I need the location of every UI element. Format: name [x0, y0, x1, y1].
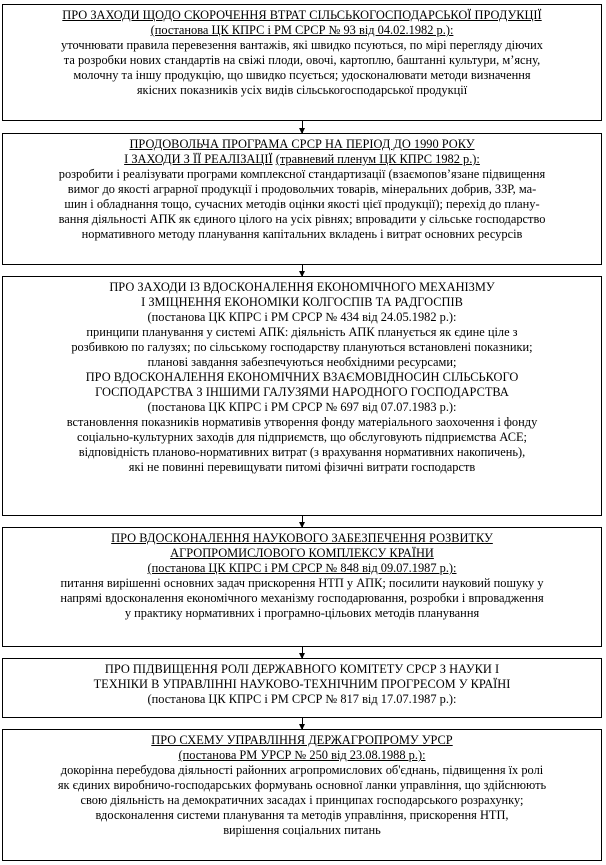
block-2	[2, 133, 602, 265]
block-6-text-line: вирішення соціальних питань	[223, 823, 381, 837]
block-3-subtitle: ГОСПОДАРСТВА З ІНШИМИ ГАЛУЗЯМИ НАРОДНОГО ГОСПОДАРСТВА	[95, 385, 509, 399]
block-3-text-line-2: встановлення показників нормативів утворення фонду матеріального заохочення і фонду	[66, 415, 538, 429]
block-6	[2, 729, 602, 861]
block-6-text-line: докорінна перебудова діяльності районних агропромислових об'єднань, підвищення їх ролі	[60, 763, 544, 777]
block-1-text-line: якісних показників усіх видів сільськогосподарської продукції	[136, 83, 468, 97]
block-4-text-line: у практику нормативних і програмно-цільових методів планування	[124, 606, 480, 620]
block-1-document: (постанова ЦК КПРС і РМ СРСР № 93 від 04.02.1982 р.):	[150, 23, 454, 37]
block-3-title: ПРО ЗАХОДИ ІЗ ВДОСКОНАЛЕННЯ ЕКОНОМІЧНОГО МЕХАНІЗМУ	[109, 280, 495, 294]
arrow-3-4	[302, 516, 303, 527]
block-2-text-line: розробити і реалізувати програми комплексної стандартизації (взаємопов’язане підвищення	[58, 167, 546, 181]
block-6-text-line: свою діяльність на демократичних засадах і принципах господарського розрахунку;	[80, 793, 524, 807]
block-2-text-line: шин і обладнання тощо, сучасних методів оцінки якості цієї продукції); перехід до плану-	[64, 197, 540, 211]
block-1-title: ПРО ЗАХОДИ ЩОДО СКОРОЧЕННЯ ВТРАТ СІЛЬСЬКОГОСПОДАРСЬКОЇ ПРОДУКЦІЇ	[62, 8, 542, 22]
arrow-4-5	[302, 647, 303, 658]
arrow-2-3	[302, 265, 303, 276]
block-5-title: ТЕХНІКИ В УПРАВЛІННІ НАУКОВО-ТЕХНІЧНИМ ПРОГРЕСОМ У КРАЇНІ	[93, 677, 511, 691]
block-6-title: ПРО СХЕМУ УПРАВЛІННЯ ДЕРЖАГРОПРОМУ УРСР	[151, 733, 453, 747]
block-6-text-line: як єдиних виробничо-господарських формувань основної ланки управління, що здійснюють	[57, 778, 547, 792]
block-4-text-line: питання вирішенні основних задач прискорення НТП у АПК; посилити науковий пошуку у	[60, 576, 544, 590]
block-4-title: АГРОПРОМИСЛОВОГО КОМПЛЕКСУ КРАЇНИ	[170, 546, 434, 560]
arrow-5-6	[302, 718, 303, 729]
block-3-subtitle: ПРО ВДОСКОНАЛЕННЯ ЕКОНОМІЧНИХ ВЗАЄМОВІДНОСИН СІЛЬСЬКОГО	[85, 370, 519, 384]
block-6-document: (постанова РМ УРСР № 250 від 23.08.1988 р.):	[178, 748, 426, 762]
block-4-title: ПРО ВДОСКОНАЛЕННЯ НАУКОВОГО ЗАБЕЗПЕЧЕННЯ РОЗВИТКУ	[111, 531, 493, 545]
block-3-text-line: розбивкою по галузях; по сільському господарству плануються встановлені показники;	[71, 340, 533, 354]
block-2-title-line-2	[9, 152, 595, 167]
block-3-text-line: принципи планування у системі АПК: діяльність АПК планується як єдине ціле з	[86, 325, 518, 339]
block-2-text-line: вимог до якості аграрної продукції і продовольчих товарів, мінеральних добрив, ЗЗР, ма-	[67, 182, 537, 196]
block-2-document: (травневий пленум ЦК КПРС 1982 р.):	[275, 152, 480, 166]
block-3	[2, 276, 602, 516]
block-3-document-2: (постанова ЦК КПРС і РМ СРСР № 697 від 07.07.1983 р.):	[147, 400, 457, 414]
block-1-text-line: молочну та іншу продукцію, що швидко псується; удосконалювати методи визначення	[73, 68, 531, 82]
block-5	[2, 658, 602, 718]
block-3-document: (постанова ЦК КПРС і РМ СРСР № 434 від 24.05.1982 р.):	[147, 310, 457, 324]
block-3-text-line-2: відповідність планово-нормативних витрат (з врахування нормативних накопичень),	[78, 445, 526, 459]
block-5-document: (постанова ЦК КПРС і РМ СРСР № 817 від 17.07.1987 р.):	[147, 692, 457, 706]
block-2-text-line: вання діяльності АПК як єдиного цілого на усіх рівнях; впровадити у сільське господарство	[58, 212, 546, 226]
block-4-text-line: напрямі вдосконалення економічного механізму господарювання, розробки і впровадження	[60, 591, 544, 605]
block-4	[2, 527, 602, 647]
block-4-document: (постанова ЦК КПРС і РМ СРСР № 848 від 09.07.1987 р.):	[147, 561, 457, 575]
block-2-text-line: нормативного методу планування капітальних вкладень і витрат основних ресурсів	[81, 227, 523, 241]
block-1-text-line: уточнювати правила перевезення вантажів, які швидко псуються, по мірі перегляду діючих	[61, 38, 543, 52]
block-3-text-line-2: соціально-культурних заходів для підприємств, що обслуговують підприємства АСЕ;	[77, 430, 527, 444]
block-1	[2, 4, 602, 121]
block-3-title: І ЗМІЦНЕННЯ ЕКОНОМІКИ КОЛГОСПІВ ТА РАДГОСПІВ	[141, 295, 463, 309]
block-6-text-line: вдосконалення системи планування та методів управління, прискорення НТП,	[95, 808, 509, 822]
block-2-title-inline: І ЗАХОДИ З ЇЇ РЕАЛІЗАЦІЇ	[124, 152, 273, 166]
block-3-text-line-2: які не повинні перевищувати питомі фізичні витрати господарств	[128, 460, 476, 474]
block-5-title: ПРО ПІДВИЩЕННЯ РОЛІ ДЕРЖАВНОГО КОМІТЕТУ СРСР З НАУКИ І	[104, 662, 500, 676]
block-2-title: ПРОДОВОЛЬЧА ПРОГРАМА СРСР НА ПЕРІОД ДО 1990 РОКУ	[129, 137, 475, 151]
block-1-text-line: та розробки нових стандартів на свіжі плоди, овочі, картоплю, баштанні культури, м’ясну,	[63, 53, 541, 67]
block-3-text-line: планові завдання забезпечуються необхідними ресурсами;	[147, 355, 457, 369]
arrow-1-2	[302, 121, 303, 133]
